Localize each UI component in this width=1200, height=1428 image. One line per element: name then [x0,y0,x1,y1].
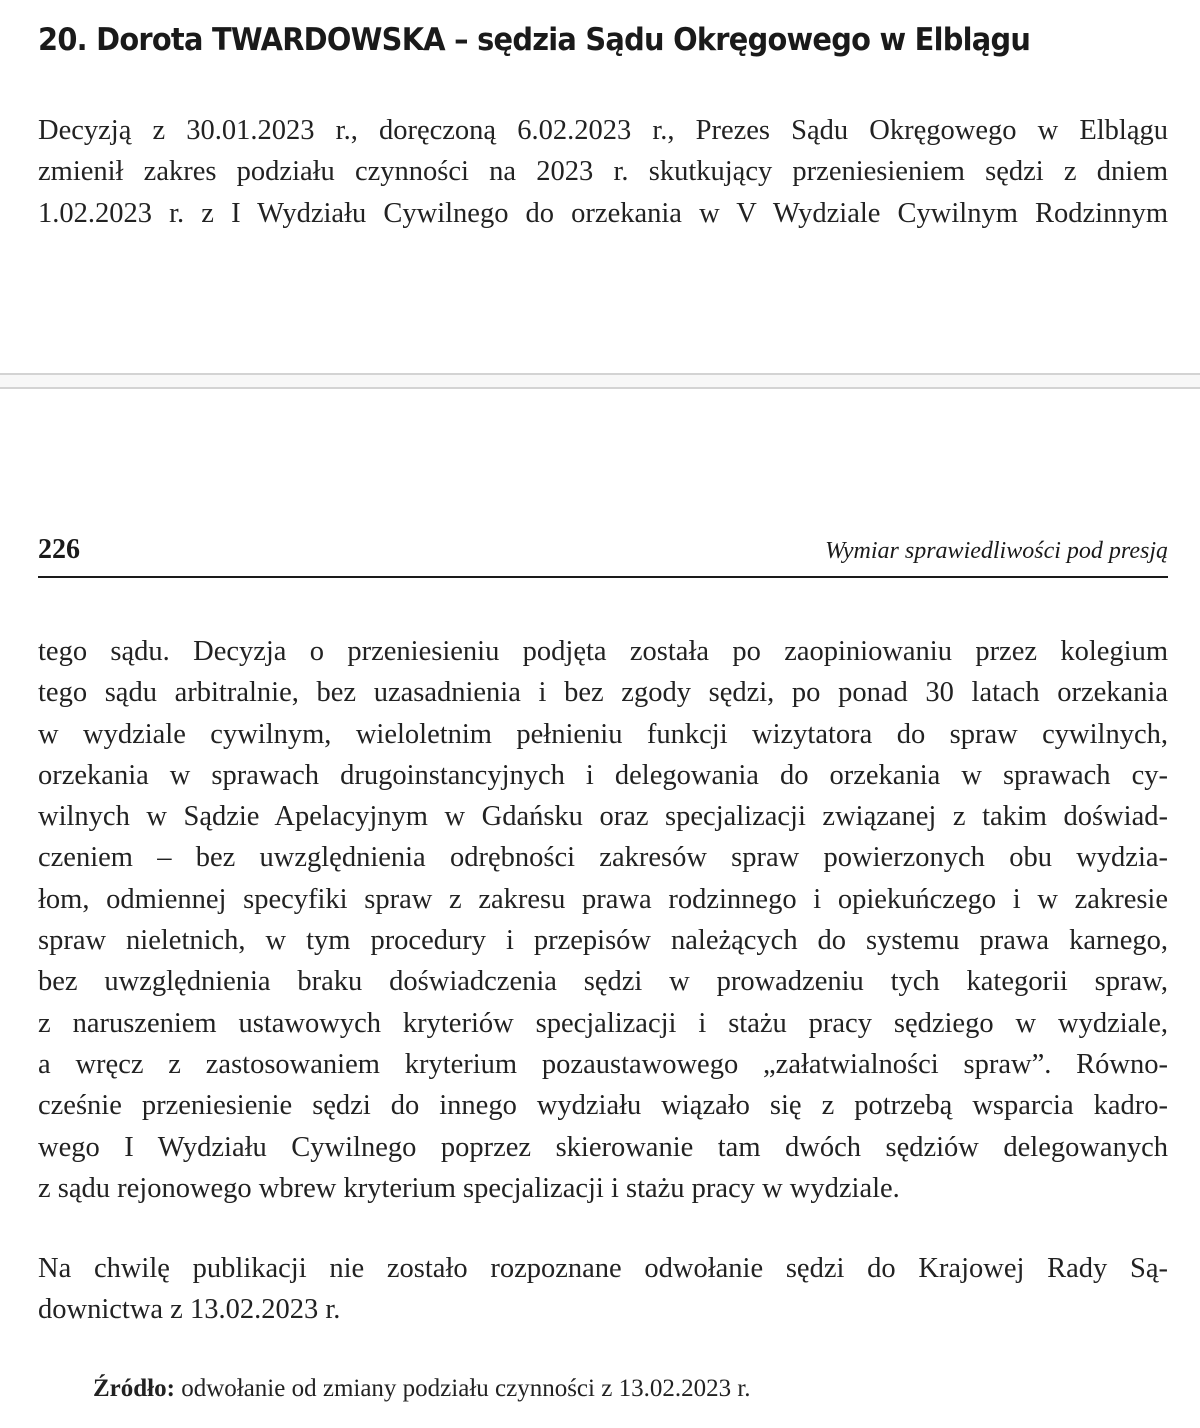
source-label: Źródło: [93,1375,175,1402]
body-paragraph-1 [38,631,1168,1209]
page-header [38,530,1168,578]
paragraph-line: Na chwilę publikacji nie zostało rozpoznane odwołanie sędzi do Krajowej Rady Są- [38,1253,1168,1284]
page-separator [0,373,1200,389]
page-top [0,0,1200,374]
paragraph-line: zmienił zakres podziału czynności na 2023 r. skutkujący przeniesieniem sędzi z dniem [38,156,1168,188]
source-text: odwołanie od zmiany podziału czynności z 13.02.2023 r. [174,1375,751,1402]
running-title: Wymiar sprawiedliwości pod presją [825,538,1168,564]
page-number: 226 [38,534,80,565]
paragraph-line: łom, odmiennej specyfiki spraw z zakresu prawa rodzinnego i opiekuńczego i w zakresie [38,883,1168,915]
paragraph-line: orzekania w sprawach drugoinstancyjnych i delegowania do orzekania w sprawach cy- [38,759,1168,791]
paragraph-line: wilnych w Sądzie Apelacyjnym w Gdańsku oraz specjalizacji związanej z takim doświad- [38,801,1168,833]
paragraph-line: z sądu rejonowego wbrew kryterium specjalizacji i stażu pracy w wydziale. [38,1172,900,1204]
paragraph-line: tego sądu arbitralnie, bez uzasadnienia i bez zgody sędzi, po ponad 30 latach orzekania [38,677,1168,709]
paragraph-line: Decyzją z 30.01.2023 r., doręczoną 6.02.2023 r., Prezes Sądu Okręgowego w Elblągu [38,115,1168,146]
section-heading: 20. Dorota TWARDOWSKA – sędzia Sądu Okręgowego w Elblągu [38,22,1031,58]
paragraph-line: bez uwzględnienia braku doświadczenia sędzi w prowadzeniu tych kategorii spraw, [38,966,1168,998]
paragraph-line: 1.02.2023 r. z I Wydziału Cywilnego do orzekania w V Wydziale Cywilnym Rodzinnym [38,197,1168,229]
intro-paragraph [38,110,1168,234]
body-paragraph-2 [38,1248,1168,1331]
paragraph-line: w wydziale cywilnym, wieloletnim pełnieniu funkcji wizytatora do spraw cywilnych, [38,718,1168,750]
paragraph-line: wego I Wydziału Cywilnego poprzez skierowanie tam dwóch sędziów delegowanych [38,1131,1168,1163]
paragraph-line: tego sądu. Decyzja o przeniesieniu podjęta została po zaopiniowaniu przez kolegium [38,636,1168,667]
paragraph-line: spraw nieletnich, w tym procedury i przepisów należących do systemu prawa karnego, [38,925,1168,957]
paragraph-line: a wręcz z zastosowaniem kryterium pozaustawowego „załatwialności spraw”. Równo- [38,1048,1168,1080]
paragraph-line: z naruszeniem ustawowych kryteriów specjalizacji i stażu pracy sędziego w wydziale, [38,1007,1168,1039]
paragraph-line: cześnie przeniesienie sędzi do innego wydziału wiązało się z potrzebą wsparcia kadro- [38,1090,1168,1122]
paragraph-line: downictwa z 13.02.2023 r. [38,1294,341,1326]
paragraph-line: czeniem – bez uwzględnienia odrębności zakresów spraw powierzonych obu wydzia- [38,842,1168,874]
source-note [93,1375,751,1403]
